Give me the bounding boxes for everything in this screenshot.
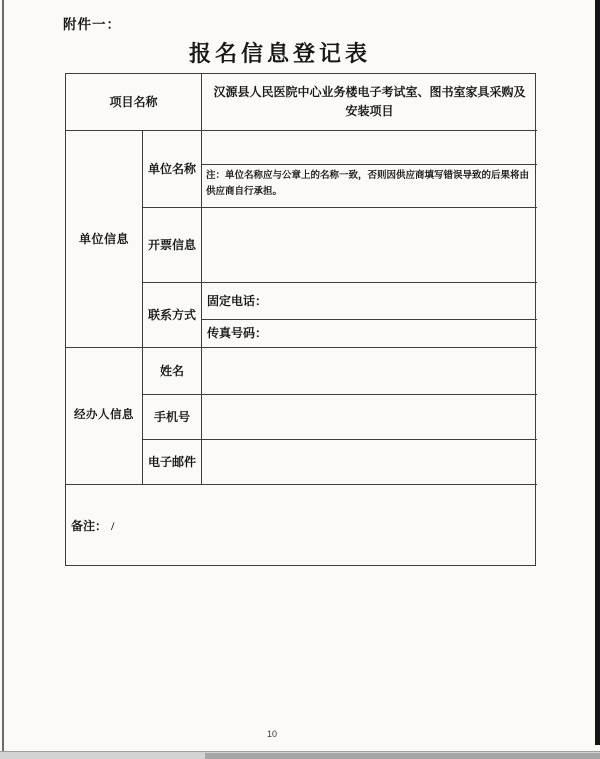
registration-form-table bbox=[65, 73, 536, 566]
remarks-cell bbox=[66, 485, 537, 567]
scan-left-edge bbox=[2, 0, 4, 751]
invoice-info-value-cell bbox=[202, 208, 537, 282]
agent-mobile-value-cell bbox=[202, 395, 537, 439]
scrollbar-thumb[interactable] bbox=[205, 753, 600, 759]
agent-email-value-cell bbox=[202, 440, 537, 484]
remarks-value: / bbox=[111, 518, 115, 533]
landline-phone-cell: 固定电话： bbox=[207, 293, 268, 308]
attachment-label: 附件一： bbox=[63, 17, 121, 32]
project-name-value-cell: 汉源县人民医院中心业务楼电子考试室、图书室家具采购及安装项目 bbox=[213, 85, 526, 118]
contact-label-cell: 联系方式 bbox=[147, 307, 196, 322]
fax-number-cell: 传真号码： bbox=[207, 326, 268, 341]
unit-name-note-cell: 注：单位名称应与公章上的名称一致，否则因供应商填写错误导致的后果将由供应商自行承担。 bbox=[206, 171, 530, 198]
agent-mobile-label-cell: 手机号 bbox=[153, 409, 190, 424]
agent-info-group-label-cell: 经办人信息 bbox=[74, 409, 134, 422]
scan-right-edge bbox=[595, 0, 600, 745]
remarks-label: 备注： bbox=[71, 518, 108, 533]
agent-name-value-cell bbox=[202, 348, 537, 394]
agent-name-label-cell: 姓名 bbox=[159, 363, 184, 378]
agent-email-label-cell: 电子邮件 bbox=[147, 454, 196, 469]
unit-name-label-cell: 单位名称 bbox=[147, 161, 196, 176]
invoice-info-label-cell: 开票信息 bbox=[147, 237, 196, 252]
page-number: 10 bbox=[266, 729, 277, 739]
horizontal-scrollbar[interactable] bbox=[0, 751, 600, 759]
form-title: 报名信息登记表 bbox=[188, 41, 371, 66]
unit-info-group-label-cell: 单位信息 bbox=[78, 231, 129, 246]
project-name-label-cell: 项目名称 bbox=[109, 94, 158, 109]
unit-name-value-cell bbox=[202, 131, 537, 164]
